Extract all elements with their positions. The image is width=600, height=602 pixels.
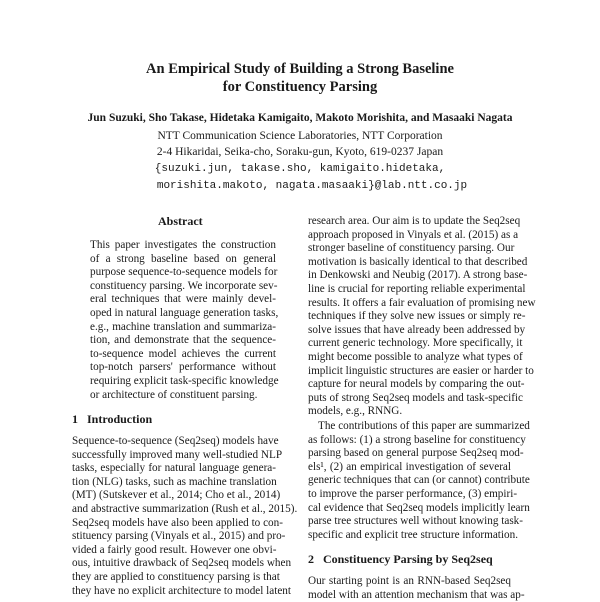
text-line: they have no explicit architecture to model latent — [72, 584, 292, 597]
text-line: and abstractive summarization (Rush et al., 2015). — [72, 503, 298, 515]
text-line: constituency parsing. We incorporate sev- — [90, 279, 278, 292]
text-line: of a strong baseline based on general — [90, 252, 276, 265]
text-line: implicit linguistic structures are easier or harder to — [308, 364, 534, 377]
text-line: cal evidence that Seq2seq models implicitly learn — [308, 501, 530, 514]
text-line: parse tree structures well without knowing task- — [308, 515, 523, 528]
text-line: The contributions of this paper are summarized — [318, 420, 530, 432]
text-line: parsing based on general purpose Seq2seq mod- — [308, 447, 524, 460]
text-line: solve issues that have already been addressed by — [308, 323, 526, 336]
text-line: in Denkowski and Neubig (2017). A strong base- — [308, 269, 528, 282]
text-line: (MT) (Sutskever et al., 2014; Cho et al., 2014) — [72, 489, 281, 502]
text-line: techniques if they solve new issues or simply re- — [308, 310, 526, 323]
email-line-2: morishita.makoto, nagata.masaaki}@lab.ntt.co.jp — [156, 180, 468, 192]
text-line: requiring explicit task-specific knowledge — [90, 375, 279, 387]
text-line: Seq2seq models have also been applied to con- — [72, 516, 283, 529]
text-line: This paper investigates the construction — [90, 239, 276, 251]
text-line: tion (NLG) tasks, such as machine translation — [72, 475, 277, 488]
text-line: purpose sequence-to-sequence models for — [90, 266, 278, 279]
text-line: puts of strong Seq2seq models and task-specific — [308, 391, 524, 404]
text-line: tasks, especially for natural language genera- — [72, 462, 276, 475]
paper-title-line-2: for Constituency Parsing — [222, 79, 378, 95]
text-line: to improve the parser performance, (3) empiri- — [308, 488, 518, 500]
text-line: model with an attention mechanism that was ap- — [308, 588, 525, 601]
text-line: top-notch parsers' performance without — [90, 361, 276, 374]
text-line: or architecture of constituent parsing. — [90, 388, 258, 401]
section-2-heading: 2 Constituency Parsing by Seq2seq — [308, 552, 493, 566]
text-line: might become possible to analyze what types of — [308, 351, 523, 363]
text-line: approach proposed in Vinyals et al. (2015) as a — [308, 228, 519, 241]
text-line: as follows: (1) a strong baseline for constituency — [308, 433, 526, 446]
text-line: ous, intuitive drawback of Seq2seq models when — [72, 557, 292, 570]
text-line: vided a fairly good result. However one obvi- — [72, 543, 277, 556]
email-line-1: {suzuki.jun, takase.sho, kamigaito.hidetaka, — [154, 163, 446, 175]
text-line: models, e.g., RNNG. — [308, 405, 403, 418]
text-line: Our starting point is an RNN-based Seq2seq — [308, 575, 511, 587]
affiliation: NTT Communication Science Laboratories, NTT Corporation — [157, 130, 443, 142]
text-line: successfully improved many well-studied NLP — [72, 448, 283, 461]
intro-heading: 1 Introduction — [72, 412, 153, 426]
text-line: Sequence-to-sequence (Seq2seq) models have — [72, 435, 279, 447]
text-line: current generic technology. More specifically, it — [308, 337, 523, 350]
paper-title-line-1: An Empirical Study of Building a Strong Baseline — [146, 61, 454, 77]
text-line: line is crucial for reporting reliable experimental — [308, 283, 526, 295]
authors: Jun Suzuki, Sho Takase, Hidetaka Kamigaito, Makoto Morishita, and Masaaki Nagata — [87, 112, 513, 124]
text-line: to-sequence model achieves the current — [90, 347, 276, 360]
abstract-heading: Abstract — [158, 214, 203, 228]
text-line: capture for neural models by comparing the out- — [308, 378, 525, 391]
text-line: motivation is basically identical to that described — [308, 255, 528, 268]
text-line: stituency parsing (Vinyals et al., 2015) and pro- — [72, 530, 286, 543]
text-line: e.g., machine translation and summariza- — [90, 320, 276, 333]
text-line: research area. Our aim is to update the Seq2seq — [308, 215, 521, 227]
address: 2-4 Hikaridai, Seika-cho, Soraku-gun, Kyoto, 619-0237 Japan — [156, 146, 444, 158]
text-line: tion, and demonstrate that the sequence- — [90, 334, 276, 347]
text-line: eral techniques that were mainly devel- — [90, 293, 276, 306]
text-line: generic techniques that can (or cannot) contribute — [308, 474, 530, 487]
text-line: specific and explicit tree structure information. — [308, 528, 518, 541]
text-line: they are applied to constituency parsing is that — [72, 571, 280, 583]
text-line: oped in natural language generation tasks, — [90, 307, 279, 319]
text-line: results. It offers a fair evaluation of promising new — [308, 296, 536, 309]
text-line: stronger baseline of constituency parsing. Our — [308, 242, 515, 255]
text-line: els¹, (2) an empirical investigation of several — [308, 460, 511, 473]
